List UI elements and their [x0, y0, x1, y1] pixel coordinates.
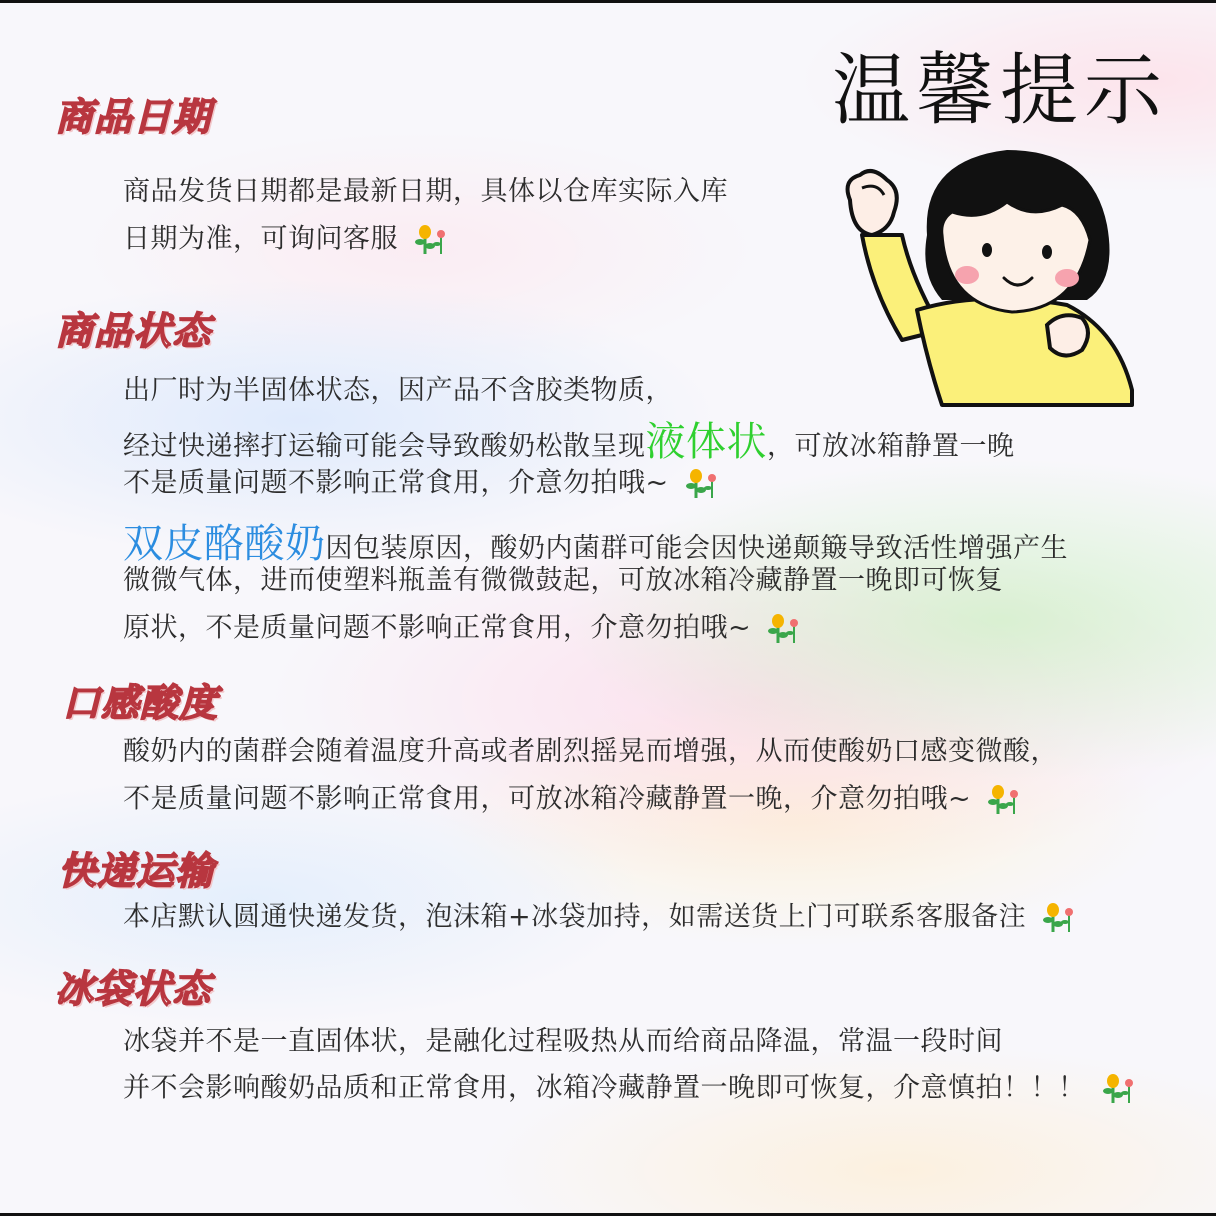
date-line-2 — [123, 224, 449, 256]
taste-line-1: 酸奶内的菌群会随着温度升高或者剧烈摇晃而增强，从而使酸奶口感变微酸， — [123, 736, 1058, 767]
flower-sprout-icon — [1043, 902, 1077, 934]
icebag-line-1: 冰袋并不是一直固体状，是融化过程吸热从而给商品降温，常温一段时间 — [123, 1026, 1003, 1057]
heading-ice-bag: 冰袋状态 — [55, 967, 212, 1011]
state-line-2-post: ，可放冰箱静置一晚 — [767, 431, 1015, 462]
heading-product-state: 商品状态 — [55, 309, 212, 353]
state-line-2 — [123, 419, 1015, 465]
state-line-6 — [123, 613, 802, 645]
state-line-6-text: 原状，不是质量问题不影响正常食用，介意勿拍哦~ — [123, 612, 752, 644]
shipping-line-1-text: 本店默认圆通快递发货，泡沫箱+冰袋加持，如需送货上门可联系客服备注 — [123, 901, 1027, 933]
date-line-2-text: 日期为准，可询问客服 — [123, 223, 398, 255]
shipping-line-1 — [123, 902, 1077, 934]
flower-sprout-icon — [1103, 1073, 1137, 1105]
highlight-product-name: 双皮酪酸奶 — [123, 521, 326, 567]
flower-sprout-icon — [988, 784, 1022, 816]
icebag-line-2-text: 并不会影响酸奶品质和正常食用，冰箱冷藏静置一晚即可恢复，介意慎拍！！！ — [123, 1072, 1086, 1104]
flower-sprout-icon — [686, 468, 720, 500]
state-line-3-text: 不是质量问题不影响正常食用，介意勿拍哦~ — [123, 467, 669, 499]
date-line-1: 商品发货日期都是最新日期，具体以仓库实际入库 — [123, 176, 728, 207]
top-border — [0, 0, 1216, 3]
heading-product-date: 商品日期 — [55, 95, 212, 139]
heading-shipping: 快递运输 — [58, 849, 215, 893]
state-line-1: 出厂时为半固体状态，因产品不含胶类物质， — [123, 375, 673, 406]
highlight-liquid: 液体状 — [645, 419, 767, 465]
state-line-3 — [123, 468, 720, 500]
taste-line-2 — [123, 784, 1022, 816]
deco-title: 温馨提示 — [832, 46, 1169, 136]
flower-sprout-icon — [415, 224, 449, 256]
state-line-4 — [123, 521, 1068, 567]
state-line-2-pre: 经过快递摔打运输可能会导致酸奶松散呈现 — [123, 431, 646, 462]
flower-sprout-icon — [768, 613, 802, 645]
taste-line-2-text: 不是质量问题不影响正常食用，可放冰箱冷藏静置一晚，介意勿拍哦~ — [123, 783, 972, 815]
girl-character-illustration — [832, 140, 1142, 415]
icebag-line-2 — [123, 1073, 1137, 1105]
heading-taste-acidity: 口感酸度 — [62, 681, 219, 725]
state-line-4-post: 因包装原因，酸奶内菌群可能会因快递颠簸导致活性增强产生 — [325, 533, 1068, 564]
state-line-5: 微微气体，进而使塑料瓶盖有微微鼓起，可放冰箱冷藏静置一晚即可恢复 — [123, 565, 1003, 596]
